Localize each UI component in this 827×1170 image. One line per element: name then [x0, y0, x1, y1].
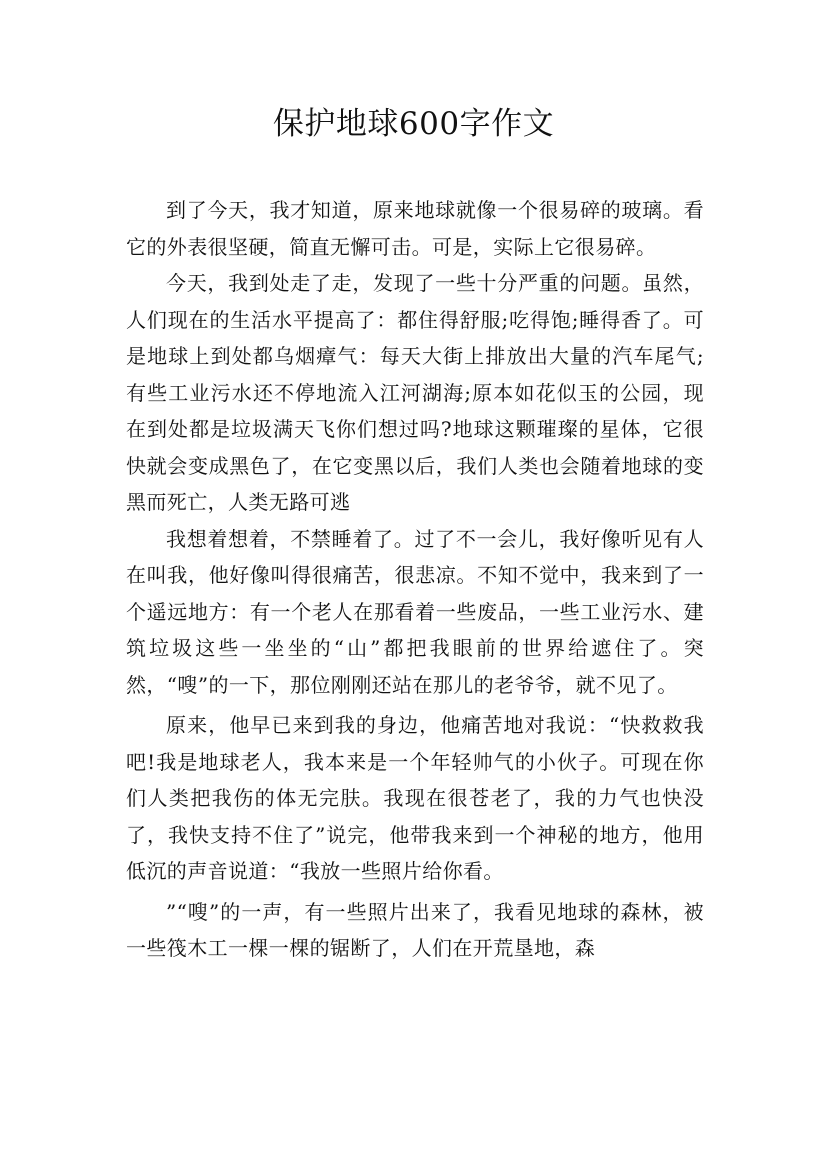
paragraph-1: 到了今天，我才知道，原来地球就像一个很易碎的玻璃。看它的外表很坚硬，简直无懈可击。可是，实际上它很易碎。	[126, 198, 704, 259]
paragraph-5: ”“嗖”的一声，有一些照片出来了，我看见地球的森林，被一些筏木工一棵一棵的锯断了，人们在开荒垦地，森	[126, 899, 704, 960]
document-title: 保护地球600字作文	[272, 106, 555, 142]
paragraph-2: 今天，我到处走了走，发现了一些十分严重的问题。虽然，人们现在的生活水平提高了：都住得舒服;吃得饱;睡得香了。可是地球上到处都乌烟瘴气：每天大街上排放出大量的汽车尾气;有些工业污水还不停地流入江河湖海;原本如花似玉的公园，现在到处都是垃圾满天飞你们想过吗?地球这颗璀璨的星体，它很快就会变成黑色了，在它变黑以后，我们人类也会随着地球的变黑而死亡，人类无路可逃	[126, 271, 704, 514]
document-body	[126, 192, 704, 967]
paragraph-3: 我想着想着，不禁睡着了。过了不一会儿，我好像听见有人在叫我，他好像叫得很痛苦，很悲凉。不知不觉中，我来到了一个遥远地方：有一个老人在那看着一些废品，一些工业污水、建筑垃圾这些一坐坐的“山”都把我眼前的世界给遮住了。突然，“嗖”的一下，那位刚刚还站在那儿的老爷爷，就不见了。	[126, 526, 704, 697]
paragraph-4: 原来，他早已来到我的身边，他痛苦地对我说：“快救救我吧!我是地球老人，我本来是一个年轻帅气的小伙子。可现在你们人类把我伤的体无完肤。我现在很苍老了，我的力气也快没了，我快支持不住了”说完，他带我来到一个神秘的地方，他用低沉的声音说道：“我放一些照片给你看。	[126, 713, 704, 883]
